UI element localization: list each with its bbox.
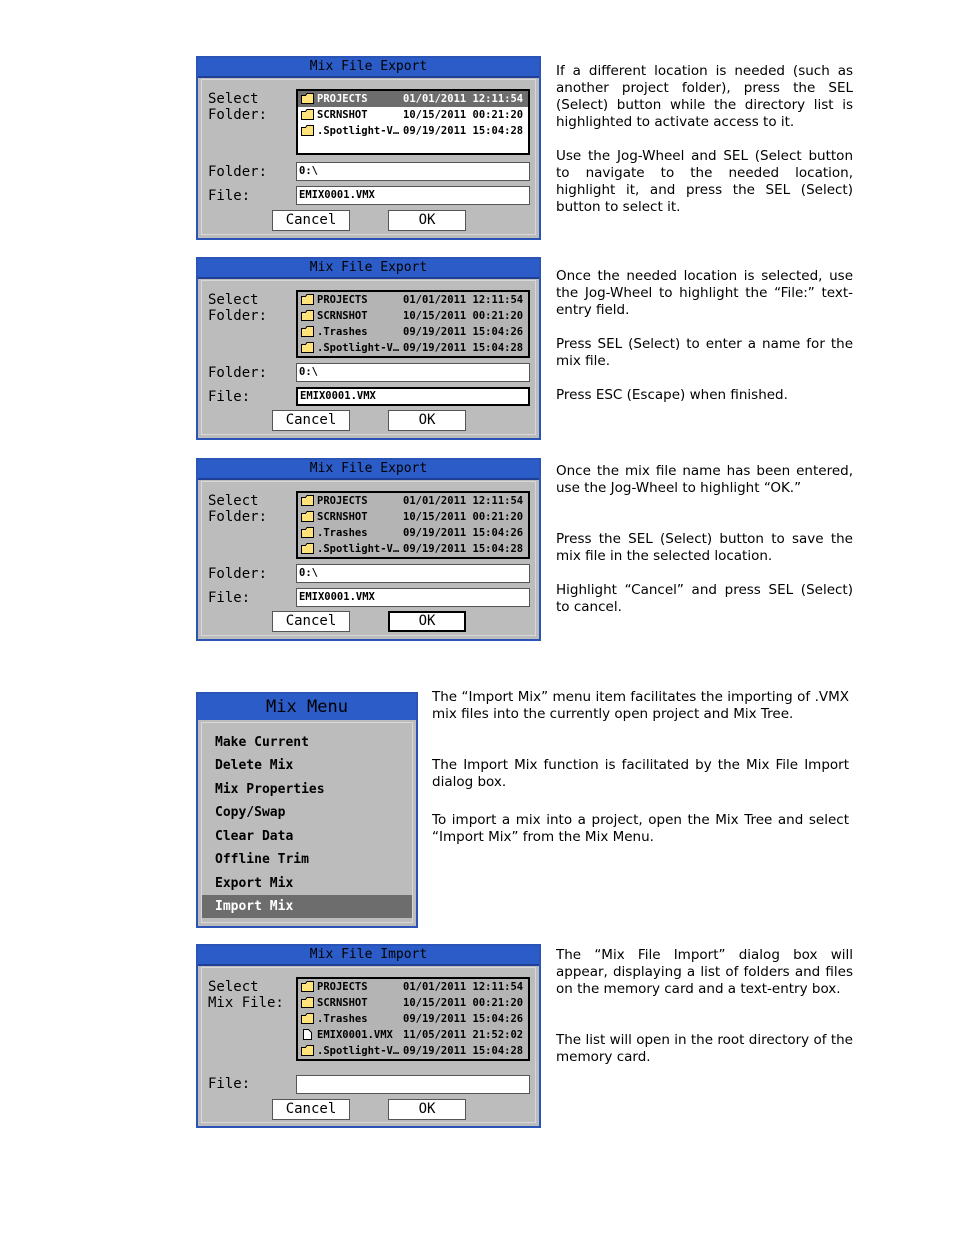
mix-file-export-dialog-2 <box>196 257 541 440</box>
cancel-button[interactable]: Cancel <box>272 611 350 632</box>
folder-icon <box>301 310 314 321</box>
list-item[interactable]: SCRNSHOT 10/15/2011 00:21:20 <box>298 107 528 123</box>
folder-label: Folder: <box>208 566 268 582</box>
select-folder-label: Select Folder: <box>208 493 268 525</box>
paragraph: Use the Jog-Wheel and SEL (Select button to navigate to the needed location, highlight it, and press the SEL (Select) button to select it. <box>556 148 853 215</box>
file-icon <box>301 1029 314 1040</box>
ok-button[interactable]: OK <box>388 410 466 431</box>
list-item[interactable]: SCRNSHOT 10/15/2011 00:21:20 <box>298 308 528 324</box>
paragraph: To import a mix into a project, open the Mix Tree and select “Import Mix” from the Mix Menu. <box>432 812 849 845</box>
list-item[interactable]: SCRNSHOT 10/15/2011 00:21:20 <box>298 509 528 525</box>
folder-icon <box>301 981 314 992</box>
paragraph: Press SEL (Select) to enter a name for the mix file. <box>556 336 853 369</box>
list-item[interactable]: .Spotlight-V… 09/19/2011 15:04:28 <box>298 1043 528 1059</box>
list-item[interactable]: .Spotlight-V… 09/19/2011 15:04:28 <box>298 340 528 356</box>
paragraph: Once the mix file name has been entered, use the Jog-Wheel to highlight “OK.” <box>556 463 853 496</box>
dialog-title: Mix File Import <box>198 946 539 966</box>
folder-field[interactable]: 0:\ <box>296 564 530 583</box>
cancel-button[interactable]: Cancel <box>272 210 350 231</box>
ok-button[interactable]: OK <box>388 611 466 632</box>
ok-button[interactable]: OK <box>388 1099 466 1120</box>
menu-item-mix-properties[interactable]: Mix Properties <box>215 782 325 797</box>
folder-icon <box>301 294 314 305</box>
folder-icon <box>301 543 314 554</box>
directory-list[interactable] <box>296 89 530 155</box>
menu-item-delete-mix[interactable]: Delete Mix <box>215 758 294 773</box>
paragraph: The Import Mix function is facilitated by the Mix File Import dialog box. <box>432 757 849 790</box>
paragraph: If a different location is needed (such as another project folder), press the SEL (Select) button while the directory list is highlighted to activate access to it. <box>556 63 853 130</box>
file-label: File: <box>208 389 251 405</box>
file-label: File: <box>208 188 251 204</box>
directory-list[interactable] <box>296 491 530 559</box>
menu-item-export-mix[interactable]: Export Mix <box>215 876 294 891</box>
directory-list[interactable] <box>296 290 530 358</box>
directory-list[interactable] <box>296 977 530 1061</box>
dialog-title: Mix File Export <box>198 259 539 279</box>
list-item[interactable]: SCRNSHOT 10/15/2011 00:21:20 <box>298 995 528 1011</box>
mix-menu <box>196 692 418 928</box>
list-item[interactable]: .Trashes 09/19/2011 15:04:26 <box>298 324 528 340</box>
menu-title: Mix Menu <box>198 694 416 720</box>
folder-label: Folder: <box>208 365 268 381</box>
list-item[interactable]: .Spotlight-V… 09/19/2011 15:04:28 <box>298 123 528 139</box>
file-field[interactable]: EMIX0001.VMX <box>296 186 530 205</box>
list-item[interactable]: EMIX0001.VMX 11/05/2011 21:52:02 <box>298 1027 528 1043</box>
menu-body <box>201 722 413 923</box>
list-item[interactable]: PROJECTS 01/01/2011 12:11:54 <box>298 292 528 308</box>
folder-label: Folder: <box>208 164 268 180</box>
folder-icon <box>301 495 314 506</box>
list-item[interactable]: PROJECTS 01/01/2011 12:11:54 <box>298 493 528 509</box>
folder-icon <box>301 93 314 104</box>
paragraph: Once the needed location is selected, use the Jog-Wheel to highlight the “File:” text-entry field. <box>556 268 853 318</box>
menu-item-import-mix[interactable]: Import Mix <box>202 895 412 918</box>
file-field[interactable] <box>296 1075 530 1094</box>
list-item[interactable]: PROJECTS 01/01/2011 12:11:54 <box>298 91 528 107</box>
menu-item-clear-data[interactable]: Clear Data <box>215 829 294 844</box>
folder-icon <box>301 326 314 337</box>
mix-file-export-dialog-1 <box>196 56 541 240</box>
cancel-button[interactable]: Cancel <box>272 1099 350 1120</box>
file-label: File: <box>208 590 251 606</box>
cancel-button[interactable]: Cancel <box>272 410 350 431</box>
select-mix-file-label: Select Mix File: <box>208 979 284 1011</box>
paragraph: The “Mix File Import” dialog box will appear, displaying a list of folders and files on the memory card and a text-entry box. <box>556 947 853 997</box>
dialog-title: Mix File Export <box>198 58 539 78</box>
folder-field[interactable]: 0:\ <box>296 363 530 382</box>
list-item[interactable]: .Spotlight-V… 09/19/2011 15:04:28 <box>298 541 528 557</box>
file-label: File: <box>208 1076 251 1092</box>
paragraph: Press the SEL (Select) button to save the mix file in the selected location. <box>556 531 853 564</box>
list-item[interactable]: .Trashes 09/19/2011 15:04:26 <box>298 1011 528 1027</box>
folder-icon <box>301 1013 314 1024</box>
list-item[interactable]: .Trashes 09/19/2011 15:04:26 <box>298 525 528 541</box>
folder-icon <box>301 511 314 522</box>
paragraph: Highlight “Cancel” and press SEL (Select) to cancel. <box>556 582 853 615</box>
paragraph: The “Import Mix” menu item facilitates the importing of .VMX mix files into the currently open project and Mix Tree. <box>432 689 849 722</box>
folder-icon <box>301 342 314 353</box>
mix-file-export-dialog-3 <box>196 458 541 641</box>
menu-item-make-current[interactable]: Make Current <box>215 735 309 750</box>
mix-file-import-dialog <box>196 944 541 1128</box>
file-field[interactable]: EMIX0001.VMX <box>296 588 530 607</box>
list-item[interactable]: PROJECTS 01/01/2011 12:11:54 <box>298 979 528 995</box>
paragraph: The list will open in the root directory of the memory card. <box>556 1032 853 1065</box>
paragraph: Press ESC (Escape) when finished. <box>556 387 788 403</box>
folder-icon <box>301 125 314 136</box>
select-folder-label: Select Folder: <box>208 292 268 324</box>
menu-item-copy-swap[interactable]: Copy/Swap <box>215 805 286 820</box>
folder-icon <box>301 527 314 538</box>
select-folder-label: Select Folder: <box>208 91 268 123</box>
folder-icon <box>301 1045 314 1056</box>
folder-field[interactable]: 0:\ <box>296 162 530 181</box>
file-field[interactable]: EMIX0001.VMX <box>296 387 530 406</box>
folder-icon <box>301 997 314 1008</box>
dialog-title: Mix File Export <box>198 460 539 480</box>
menu-item-offline-trim[interactable]: Offline Trim <box>215 852 309 867</box>
folder-icon <box>301 109 314 120</box>
ok-button[interactable]: OK <box>388 210 466 231</box>
